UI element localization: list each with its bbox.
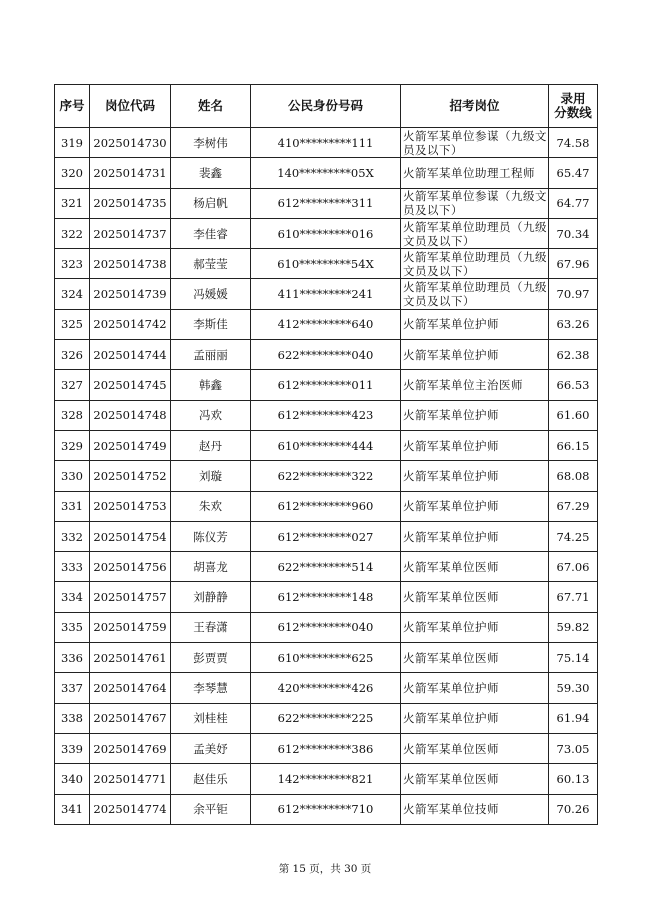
cell-id: 610*********54X — [251, 249, 401, 279]
cell-score: 64.77 — [549, 188, 598, 218]
cell-score: 70.34 — [549, 218, 598, 248]
table-row — [55, 794, 598, 824]
cell-position: 火箭军某单位助理员（九级文员及以下） — [401, 249, 549, 279]
cell-id: 612*********027 — [251, 521, 401, 551]
cell-seq: 339 — [55, 733, 90, 763]
cell-id: 140*********05X — [251, 158, 401, 188]
cell-score: 60.13 — [549, 764, 598, 794]
cell-name: 彭贾贾 — [171, 643, 251, 673]
cell-position: 火箭军某单位技师 — [401, 794, 549, 824]
cell-code: 2025014731 — [90, 158, 171, 188]
cell-seq: 333 — [55, 552, 90, 582]
cell-position: 火箭军某单位护师 — [401, 430, 549, 460]
cell-code: 2025014749 — [90, 430, 171, 460]
cell-id: 622*********040 — [251, 340, 401, 370]
table-row — [55, 128, 598, 158]
cell-position: 火箭军某单位医师 — [401, 733, 549, 763]
cell-code: 2025014757 — [90, 582, 171, 612]
cell-score: 74.58 — [549, 128, 598, 158]
cell-seq: 335 — [55, 612, 90, 642]
cell-code: 2025014739 — [90, 279, 171, 309]
cell-score: 67.96 — [549, 249, 598, 279]
cell-seq: 325 — [55, 309, 90, 339]
page-footer: 第 15 页，共 30 页 — [278, 863, 372, 875]
cell-score: 66.53 — [549, 370, 598, 400]
cell-seq: 321 — [55, 188, 90, 218]
cell-position: 火箭军某单位医师 — [401, 552, 549, 582]
header-row — [55, 85, 598, 128]
cell-name: 王春潇 — [171, 612, 251, 642]
cell-seq: 329 — [55, 430, 90, 460]
cell-id: 622*********514 — [251, 552, 401, 582]
cell-id: 610*********444 — [251, 430, 401, 460]
cell-seq: 323 — [55, 249, 90, 279]
cell-code: 2025014761 — [90, 643, 171, 673]
cell-seq: 331 — [55, 491, 90, 521]
table-row — [55, 340, 598, 370]
cell-name: 陈仪芳 — [171, 521, 251, 551]
cell-code: 2025014769 — [90, 733, 171, 763]
table-row — [55, 218, 598, 248]
cell-score: 67.71 — [549, 582, 598, 612]
cell-seq: 322 — [55, 218, 90, 248]
cell-position: 火箭军某单位助理员（九级文员及以下） — [401, 279, 549, 309]
table-row — [55, 612, 598, 642]
cell-position: 火箭军某单位护师 — [401, 461, 549, 491]
cell-position: 火箭军某单位护师 — [401, 703, 549, 733]
cell-position: 火箭军某单位护师 — [401, 340, 549, 370]
cell-seq: 334 — [55, 582, 90, 612]
cell-seq: 338 — [55, 703, 90, 733]
cell-name: 郝莹莹 — [171, 249, 251, 279]
cell-name: 冯媛媛 — [171, 279, 251, 309]
header-position: 招考岗位 — [401, 85, 549, 128]
cell-score: 67.06 — [549, 552, 598, 582]
table-row — [55, 400, 598, 430]
cell-id: 610*********016 — [251, 218, 401, 248]
cell-code: 2025014753 — [90, 491, 171, 521]
cell-seq: 327 — [55, 370, 90, 400]
table-row — [55, 521, 598, 551]
cell-score: 59.30 — [549, 673, 598, 703]
table-row — [55, 733, 598, 763]
cell-name: 冯欢 — [171, 400, 251, 430]
cell-seq: 328 — [55, 400, 90, 430]
table-row — [55, 703, 598, 733]
cell-name: 李佳睿 — [171, 218, 251, 248]
cell-score: 70.26 — [549, 794, 598, 824]
cell-name: 刘璇 — [171, 461, 251, 491]
cell-score: 62.38 — [549, 340, 598, 370]
cell-score: 75.14 — [549, 643, 598, 673]
cell-id: 410*********111 — [251, 128, 401, 158]
cell-id: 612*********148 — [251, 582, 401, 612]
cell-code: 2025014756 — [90, 552, 171, 582]
table-row — [55, 309, 598, 339]
table-row — [55, 764, 598, 794]
cell-code: 2025014737 — [90, 218, 171, 248]
cell-name: 刘静静 — [171, 582, 251, 612]
cell-id: 622*********322 — [251, 461, 401, 491]
cell-name: 杨启帆 — [171, 188, 251, 218]
cell-name: 李斯佳 — [171, 309, 251, 339]
cell-position: 火箭军某单位护师 — [401, 400, 549, 430]
cell-code: 2025014738 — [90, 249, 171, 279]
cell-name: 韩鑫 — [171, 370, 251, 400]
cell-name: 孟美妤 — [171, 733, 251, 763]
table-row — [55, 158, 598, 188]
cell-id: 610*********625 — [251, 643, 401, 673]
cell-score: 63.26 — [549, 309, 598, 339]
cell-seq: 320 — [55, 158, 90, 188]
cell-name: 刘桂桂 — [171, 703, 251, 733]
cell-seq: 319 — [55, 128, 90, 158]
cell-id: 420*********426 — [251, 673, 401, 703]
table-row — [55, 279, 598, 309]
cell-score: 66.15 — [549, 430, 598, 460]
cell-name: 余平钜 — [171, 794, 251, 824]
cell-score: 67.29 — [549, 491, 598, 521]
cell-id: 412*********640 — [251, 309, 401, 339]
cell-position: 火箭军某单位助理工程师 — [401, 158, 549, 188]
cell-score: 68.08 — [549, 461, 598, 491]
cell-position: 火箭军某单位医师 — [401, 643, 549, 673]
header-name: 姓名 — [171, 85, 251, 128]
cell-code: 2025014752 — [90, 461, 171, 491]
cell-name: 朱欢 — [171, 491, 251, 521]
cell-name: 李琴慧 — [171, 673, 251, 703]
table-row — [55, 461, 598, 491]
cell-position: 火箭军某单位护师 — [401, 491, 549, 521]
cell-score: 70.97 — [549, 279, 598, 309]
cell-code: 2025014745 — [90, 370, 171, 400]
table-row — [55, 370, 598, 400]
table-row — [55, 491, 598, 521]
cell-name: 胡喜龙 — [171, 552, 251, 582]
cell-score: 59.82 — [549, 612, 598, 642]
cell-seq: 332 — [55, 521, 90, 551]
header-code: 岗位代码 — [90, 85, 171, 128]
cell-position: 火箭军某单位医师 — [401, 764, 549, 794]
cell-id: 612*********423 — [251, 400, 401, 430]
cell-id: 612*********311 — [251, 188, 401, 218]
table-row — [55, 249, 598, 279]
cell-id: 612*********710 — [251, 794, 401, 824]
cell-position: 火箭军某单位护师 — [401, 612, 549, 642]
header-id: 公民身份号码 — [251, 85, 401, 128]
cell-seq: 340 — [55, 764, 90, 794]
results-table — [54, 84, 598, 825]
cell-score: 65.47 — [549, 158, 598, 188]
cell-position: 火箭军某单位医师 — [401, 582, 549, 612]
cell-id: 612*********040 — [251, 612, 401, 642]
cell-score: 61.94 — [549, 703, 598, 733]
cell-seq: 337 — [55, 673, 90, 703]
cell-name: 裴鑫 — [171, 158, 251, 188]
cell-name: 赵佳乐 — [171, 764, 251, 794]
table-row — [55, 188, 598, 218]
cell-code: 2025014764 — [90, 673, 171, 703]
cell-score: 73.05 — [549, 733, 598, 763]
cell-id: 622*********225 — [251, 703, 401, 733]
header-seq: 序号 — [55, 85, 90, 128]
cell-position: 火箭军某单位参谋（九级文员及以下） — [401, 188, 549, 218]
cell-id: 411*********241 — [251, 279, 401, 309]
cell-id: 612*********960 — [251, 491, 401, 521]
cell-code: 2025014759 — [90, 612, 171, 642]
cell-name: 李树伟 — [171, 128, 251, 158]
cell-code: 2025014771 — [90, 764, 171, 794]
cell-seq: 324 — [55, 279, 90, 309]
cell-position: 火箭军某单位助理员（九级文员及以下） — [401, 218, 549, 248]
cell-code: 2025014748 — [90, 400, 171, 430]
cell-score: 61.60 — [549, 400, 598, 430]
cell-code: 2025014742 — [90, 309, 171, 339]
cell-position: 火箭军某单位主治医师 — [401, 370, 549, 400]
table-row — [55, 673, 598, 703]
header-score: 录用 分数线 — [549, 85, 598, 128]
cell-seq: 326 — [55, 340, 90, 370]
table-row — [55, 552, 598, 582]
cell-position: 火箭军某单位护师 — [401, 309, 549, 339]
cell-score: 74.25 — [549, 521, 598, 551]
table-row — [55, 582, 598, 612]
cell-seq: 341 — [55, 794, 90, 824]
cell-seq: 336 — [55, 643, 90, 673]
cell-code: 2025014744 — [90, 340, 171, 370]
cell-id: 612*********386 — [251, 733, 401, 763]
cell-code: 2025014767 — [90, 703, 171, 733]
cell-position: 火箭军某单位参谋（九级文员及以下） — [401, 128, 549, 158]
cell-name: 赵丹 — [171, 430, 251, 460]
cell-seq: 330 — [55, 461, 90, 491]
cell-code: 2025014730 — [90, 128, 171, 158]
cell-position: 火箭军某单位护师 — [401, 673, 549, 703]
cell-id: 612*********011 — [251, 370, 401, 400]
cell-code: 2025014754 — [90, 521, 171, 551]
cell-id: 142*********821 — [251, 764, 401, 794]
cell-code: 2025014774 — [90, 794, 171, 824]
cell-name: 孟丽丽 — [171, 340, 251, 370]
table-row — [55, 643, 598, 673]
cell-code: 2025014735 — [90, 188, 171, 218]
table-row — [55, 430, 598, 460]
cell-position: 火箭军某单位护师 — [401, 521, 549, 551]
